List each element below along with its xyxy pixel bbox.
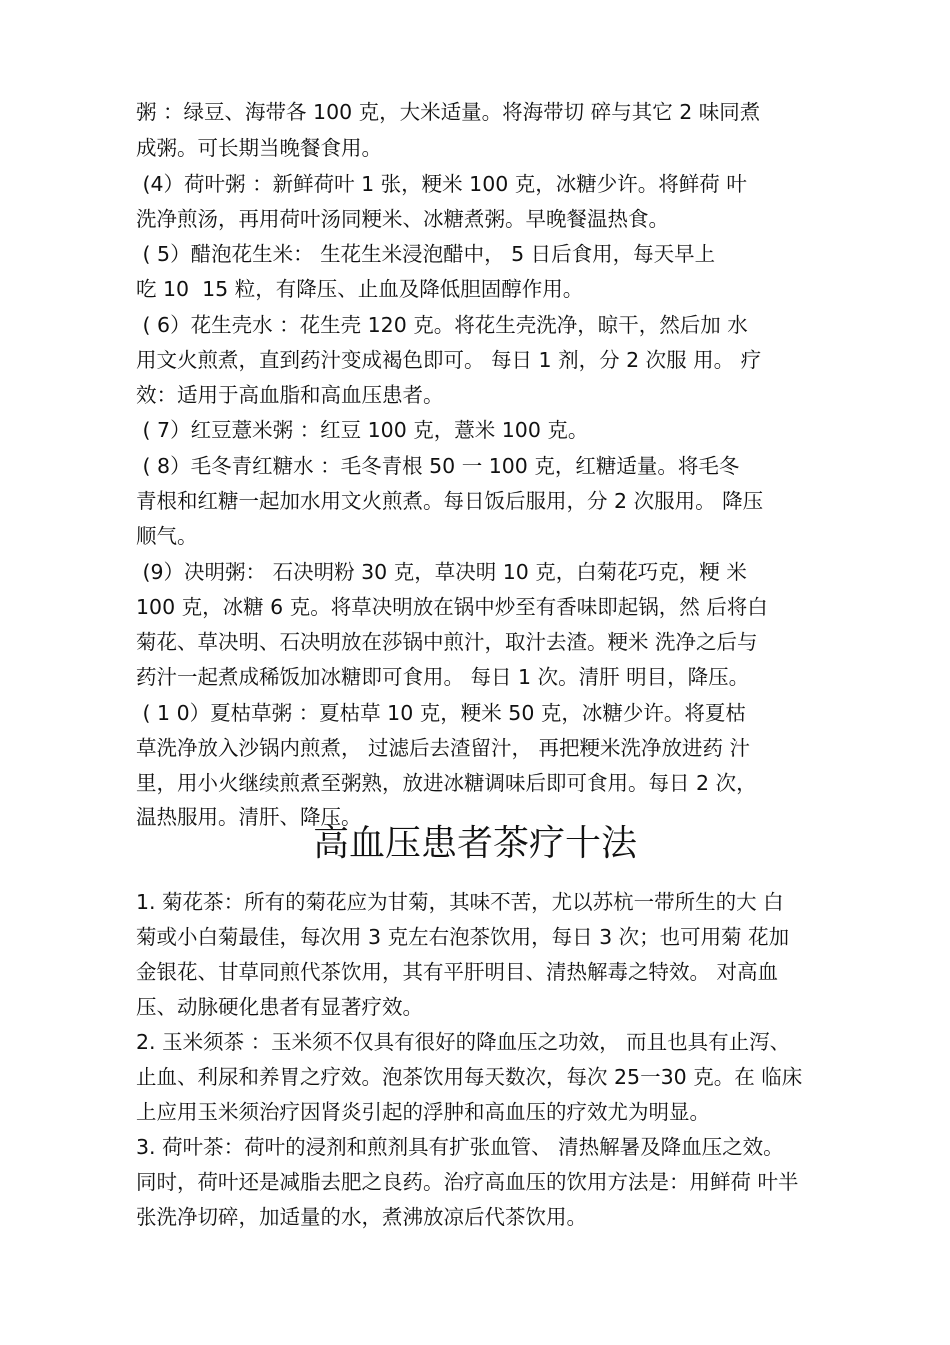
text-line: ( 1 0）夏枯草粥 ：夏枯草 10 克，粳米 50 克，冰糖少许。将夏枯 [136,701,746,725]
text-line: ( 6）花生壳水 ：花生壳 120 克。将花生壳洗净，晾干，然后加 水 [136,313,748,337]
text-line: 洗净煎汤，再用荷叶汤同粳米、冰糖煮粥。早晚餐温热食。 [136,207,669,231]
text-line: 顺气。 [136,524,198,548]
text-line: 止血、利尿和养胃之疗效。泡茶饮用每天数次，每次 25一30 克。在 临床 [136,1065,803,1089]
text-line: (4）荷叶粥 ：新鲜荷叶 1 张，粳米 100 克，冰糖少许。将鲜荷 叶 [136,172,747,196]
text-line: ( 5）醋泡花生米： 生花生米浸泡醋中， 5 日后食用，每天早上 [136,242,716,266]
text-line: ( 7）红豆薏米粥 ：红豆 100 克，薏米 100 克。 [136,418,589,442]
text-line: 张洗净切碎，加适量的水，煮沸放凉后代茶饮用。 [136,1205,587,1229]
text-line: 吃 10 15 粒，有降压、止血及降低胆固醇作用。 [136,277,584,301]
text-line: (9）决明粥： 石决明粉 30 克，草决明 10 克，白菊花巧克，粳 米 [136,560,747,584]
text-line: 里，用小火继续煎煮至粥熟，放进冰糖调味后即可食用。每日 2 次， [136,771,757,795]
text-line: 用文火煎煮，直到药汁变成褐色即可。 每日 1 剂，分 2 次服 用。 疗 [136,348,762,372]
text-line: 1. 菊花茶：所有的菊花应为甘菊，其味不苦，尤以苏杭一带所生的大 白 [136,890,784,914]
text-line: 药汁一起煮成稀饭加冰糖即可食用。 每日 1 次。清肝 明目，降压。 [136,665,750,689]
text-line: 2. 玉米须茶 ：玉米须不仅具有很好的降血压之功效， 而且也具有止泻、 [136,1030,791,1054]
text-line: 同时，荷叶还是减脂去肥之良药。治疗高血压的饮用方法是：用鲜荷 叶半 [136,1170,799,1194]
text-line: 青根和红糖一起加水用文火煎煮。每日饭后服用，分 2 次服用。 降压 [136,489,764,513]
text-line: 菊花、草决明、石决明放在莎锅中煎汁，取汁去渣。粳米 洗净之后与 [136,630,758,654]
text-line: 压、动脉硬化患者有显著疗效。 [136,995,423,1019]
text-line: 100 克，冰糖 6 克。将草决明放在锅中炒至有香味即起锅，然 后将白 [136,595,768,619]
text-line: 3. 荷叶茶：荷叶的浸剂和煎剂具有扩张血管、 清热解暑及降血压之效。 [136,1135,784,1159]
text-line: 成粥。可长期当晚餐食用。 [136,136,382,160]
section-heading: 高血压患者茶疗十法 [312,823,637,864]
text-line: 效：适用于高血脂和高血压患者。 [136,383,444,407]
text-line: ( 8）毛冬青红糖水 ：毛冬青根 50 一 100 克，红糖适量。将毛冬 [136,454,740,478]
text-line: 金银花、甘草同煎代茶饮用，其有平肝明目、清热解毒之特效。 对高血 [136,960,779,984]
text-line: 温热服用。清肝、降压。 [136,805,362,829]
text-line: 菊或小白菊最佳，每次用 3 克左右泡茶饮用，每日 3 次；也可用菊 花加 [136,925,790,949]
text-line: 上应用玉米须治疗因肾炎引起的浮肿和高血压的疗效尤为明显。 [136,1100,710,1124]
text-line: 粥 ：绿豆、海带各 100 克，大米适量。将海带切 碎与其它 2 味同煮 [136,100,761,124]
text-line: 草洗净放入沙锅内煎煮， 过滤后去渣留汁， 再把粳米洗净放进药 汁 [136,736,751,760]
